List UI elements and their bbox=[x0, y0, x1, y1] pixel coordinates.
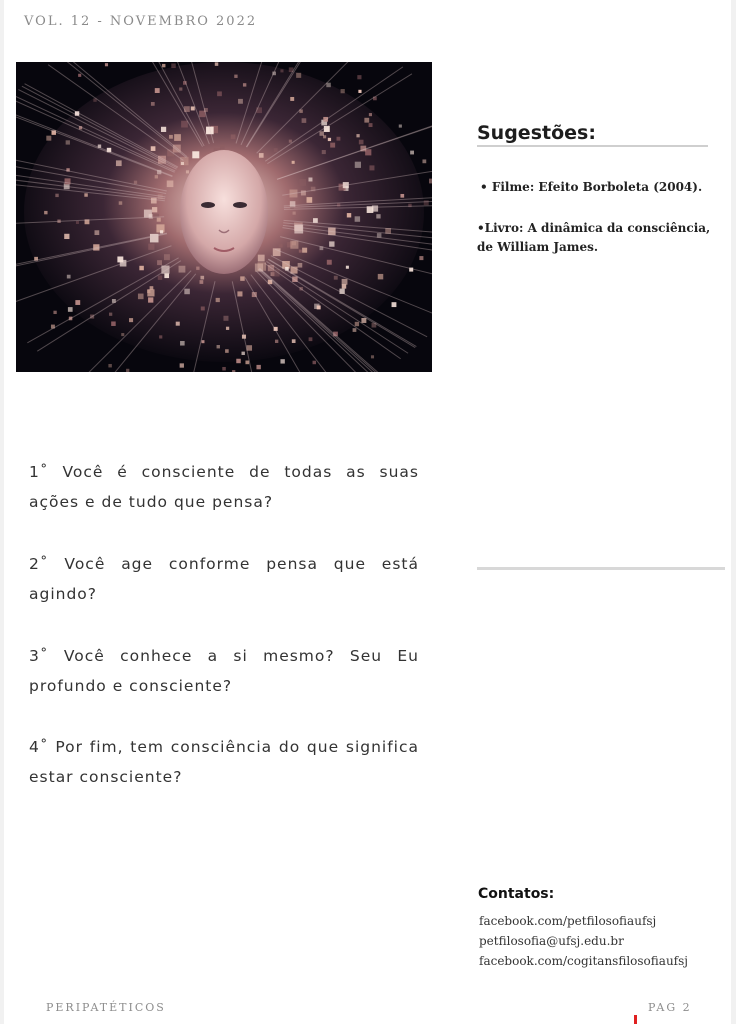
footer-publication-name: PERIPATÉTICOS bbox=[46, 1001, 166, 1014]
question-2: 2˚ Você age conforme pensa que está agindo? bbox=[29, 555, 419, 603]
contacts-heading: Contatos: bbox=[478, 886, 555, 902]
suggestions-heading: Sugestões: bbox=[477, 122, 596, 144]
suggestions-divider bbox=[477, 145, 708, 147]
issue-header: VOL. 12 - NOVEMBRO 2022 bbox=[24, 14, 258, 29]
question-3: 3˚ Você conhece a si mesmo? Seu Eu profundo e consciente? bbox=[29, 647, 419, 695]
hero-image-digital-face bbox=[16, 62, 432, 372]
contact-facebook-pet[interactable]: facebook.com/petfilosofiaufsj bbox=[479, 914, 657, 928]
suggestion-film: • Filme: Efeito Borboleta (2004). bbox=[480, 180, 703, 194]
red-marker bbox=[634, 1015, 637, 1024]
question-1: 1˚ Você é consciente de todas as suas ações e de tudo que pensa? bbox=[29, 463, 419, 511]
footer-page-number: PAG 2 bbox=[648, 1001, 692, 1014]
suggestion-book-line1: •Livro: A dinâmica da consciência, bbox=[477, 221, 711, 235]
contact-facebook-cogitans[interactable]: facebook.com/cogitansfilosofiaufsj bbox=[479, 954, 688, 968]
question-4: 4˚ Por fim, tem consciência do que significa estar consciente? bbox=[29, 738, 419, 786]
suggestion-book-line2: de William James. bbox=[477, 240, 599, 254]
contact-email[interactable]: petfilosofia@ufsj.edu.br bbox=[479, 934, 624, 948]
section-divider bbox=[477, 567, 725, 570]
